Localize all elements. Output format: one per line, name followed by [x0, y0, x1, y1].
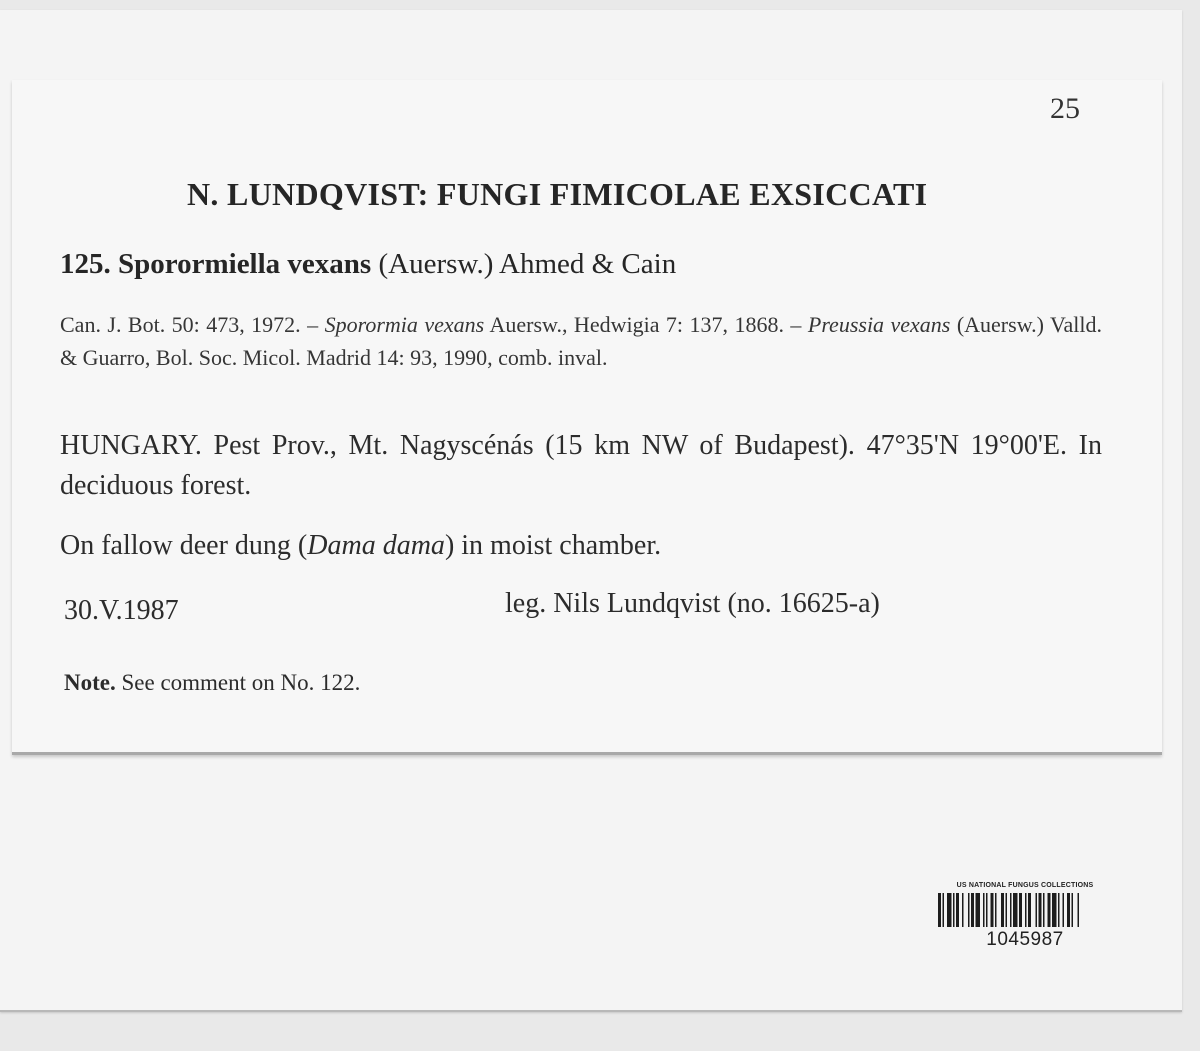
barcode-number: 1045987	[986, 929, 1064, 950]
substrate	[60, 530, 661, 562]
locality: HUNGARY. Pest Prov., Mt. Nagyscénás (15 km NW of Budapest). 47°35'N 19°00'E. In deciduous forest.	[60, 430, 1102, 501]
series-title: N. LUNDQVIST: FUNGI FIMICOLAE EXSICCATI	[187, 176, 928, 212]
synonym-1: Sporormia vexans	[324, 312, 485, 337]
collector: leg. Nils Lundqvist (no. 16625-a)	[505, 588, 880, 619]
host-name: Dama dama	[307, 530, 445, 561]
citation-part-2: Auersw., Hedwigia 7: 137, 1868. –	[484, 312, 808, 337]
substrate-after: ) in moist chamber.	[444, 530, 662, 561]
barcode-icon	[936, 893, 1114, 927]
note-text: See comment on No. 122.	[115, 670, 361, 695]
note-label: Note.	[64, 670, 116, 695]
collection-date: 30.V.1987	[64, 595, 179, 626]
substrate-before: On fallow deer dung (	[60, 530, 308, 561]
herbarium-sheet	[0, 10, 1182, 1012]
species-line	[60, 248, 676, 281]
barcode-header: US NATIONAL FUNGUS COLLECTIONS	[956, 882, 1094, 889]
citation	[60, 308, 1102, 374]
species-authority: (Auersw.) Ahmed & Cain	[378, 248, 677, 280]
species-name: Sporormiella vexans	[118, 248, 372, 280]
citation-part-1: Can. J. Bot. 50: 473, 1972. –	[60, 312, 325, 337]
synonym-2: Preussia vexans	[807, 312, 951, 337]
citation-part-3: (Auersw.) Valld. & Guarro, Bol. Soc. Micol. Madrid 14: 93, 1990, comb. inval.	[60, 312, 1102, 370]
species-number: 125.	[60, 248, 111, 280]
note	[64, 670, 360, 696]
label-number: 25	[1050, 92, 1080, 125]
barcode-block	[930, 882, 1120, 962]
specimen-label	[12, 80, 1162, 755]
